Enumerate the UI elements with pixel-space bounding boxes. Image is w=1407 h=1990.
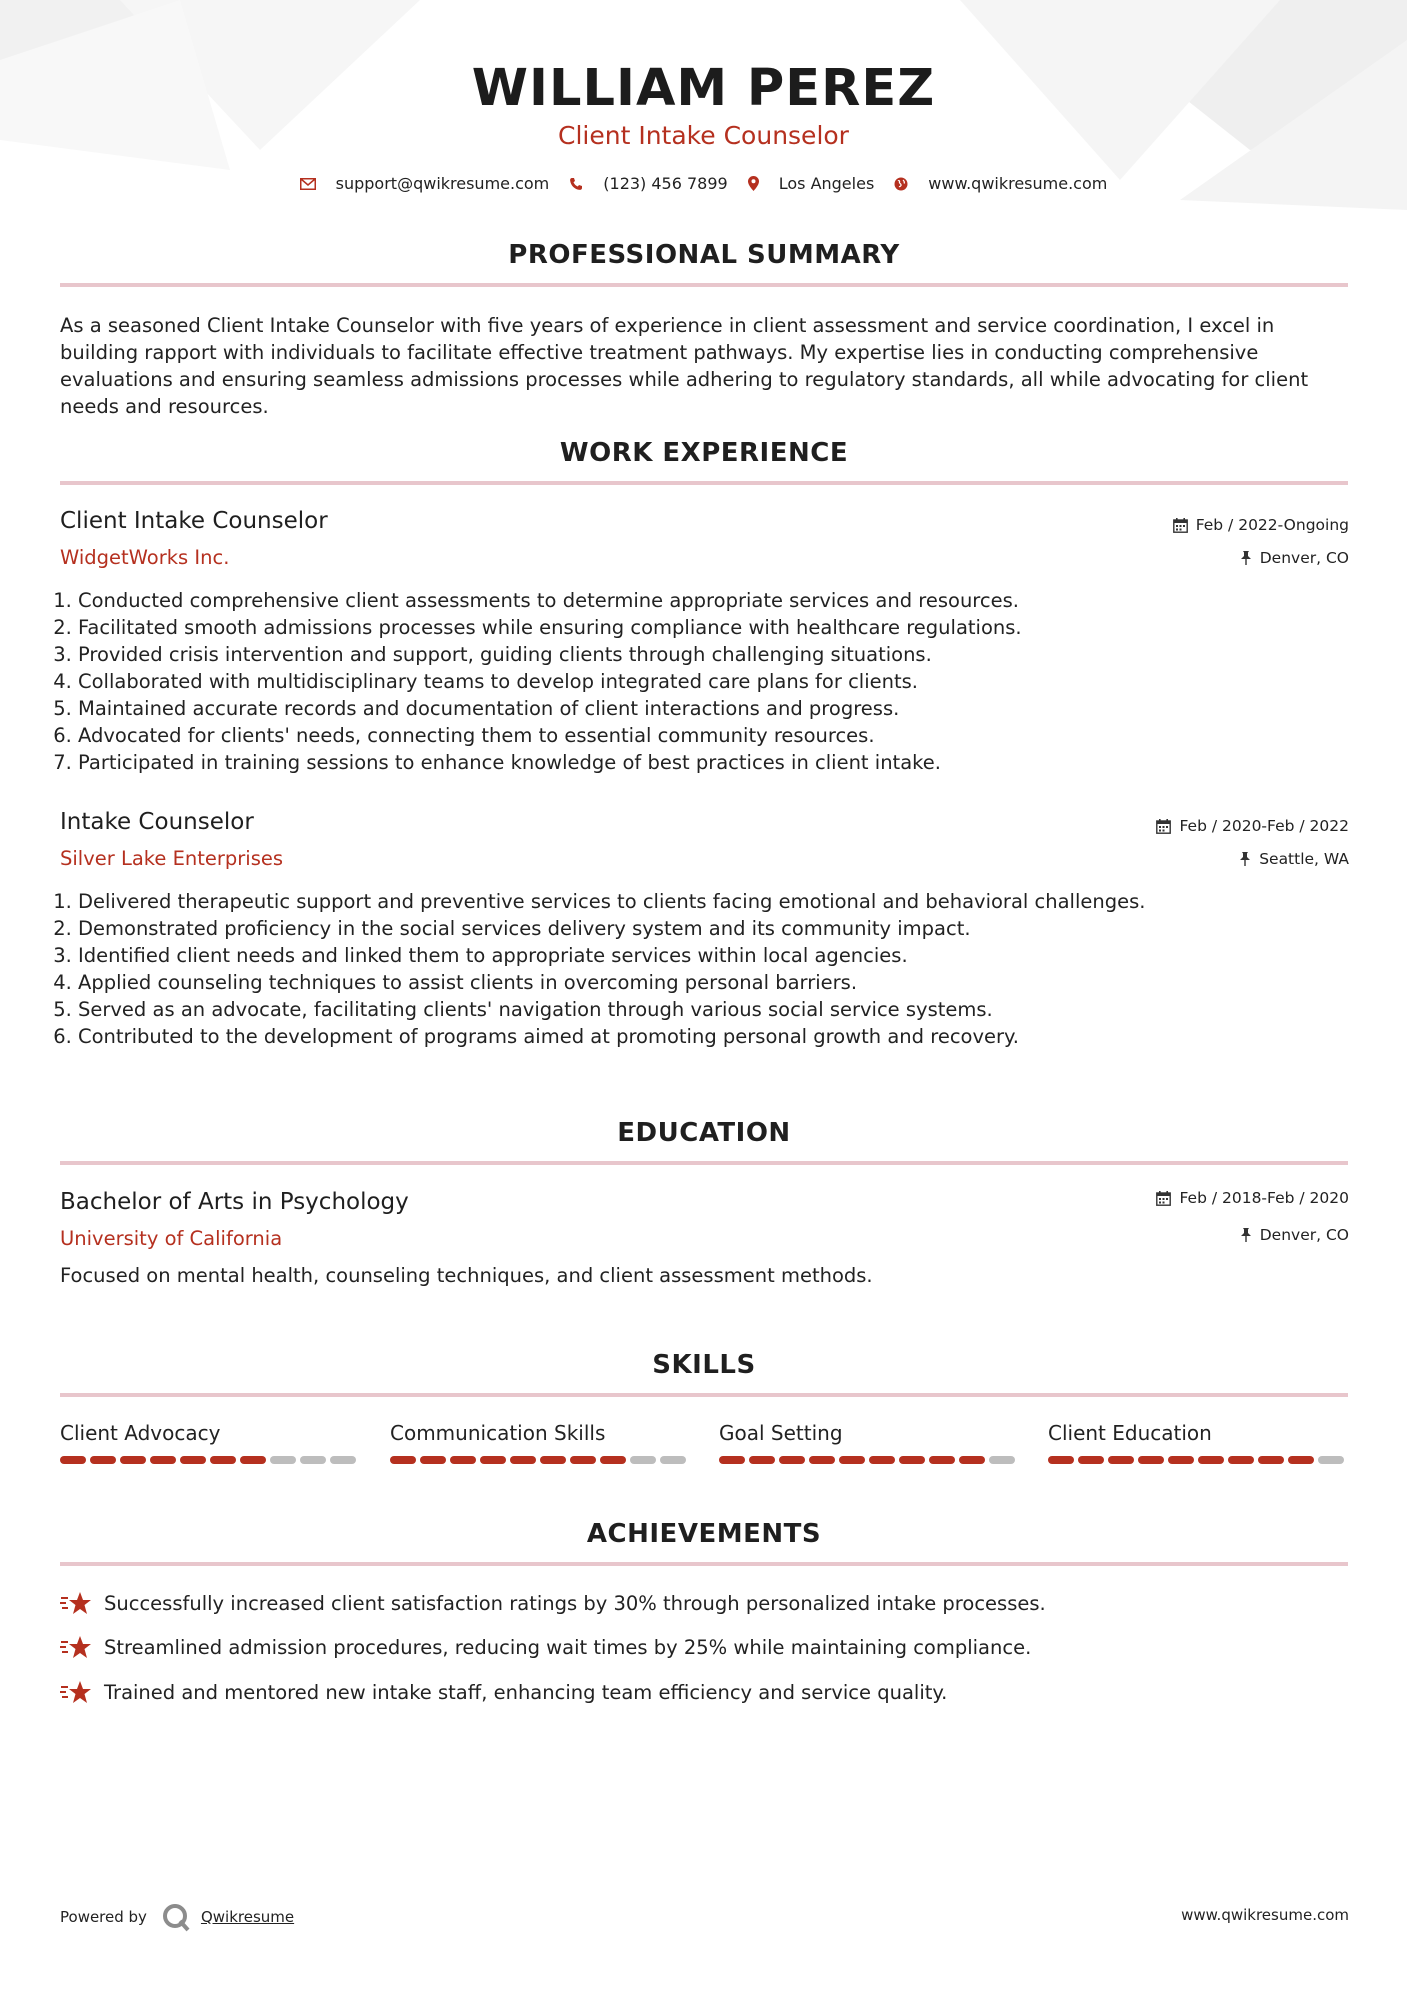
job-location-text: Seattle, WA [1259,850,1349,868]
list-item: 2. Demonstrated proficiency in the social services delivery system and its community impact. [78,915,1348,942]
skill-level-segment [270,1456,296,1464]
job-location [1240,549,1349,567]
contact-website[interactable] [894,174,1107,193]
education-divider [60,1161,1348,1165]
skill-level-segment [390,1456,416,1464]
resume-header [0,58,1407,193]
list-item: 2. Facilitated smooth admissions processes while ensuring compliance with healthcare regulations. [78,614,1348,641]
skill-level-segment [570,1456,596,1464]
job-responsibilities [60,587,1348,776]
skill-level-segment [1108,1456,1134,1464]
skill-level-bar [1048,1456,1348,1464]
qwikresume-link[interactable]: Qwikresume [200,1908,295,1926]
skill-level-segment [210,1456,236,1464]
list-item: 7. Participated in training sessions to enhance knowledge of best practices in client intake. [78,749,1348,776]
job-location-text: Denver, CO [1259,549,1349,567]
skill-level-segment [929,1456,955,1464]
contact-bar [0,174,1407,193]
experience-heading: WORK EXPERIENCE [559,438,849,468]
skill-level-segment [839,1456,865,1464]
skill-level-segment [1288,1456,1314,1464]
skill-level-segment [1198,1456,1224,1464]
qwikresume-logo-icon [161,1902,191,1932]
experience-divider [60,481,1348,485]
skill-level-segment [60,1456,86,1464]
job-dates-text: Feb / 2020-Feb / 2022 [1179,817,1349,835]
job-location [1239,850,1349,868]
skill-item [60,1420,360,1464]
education-location [1240,1226,1349,1244]
list-item: 3. Identified client needs and linked them to appropriate services within local agencies. [78,942,1348,969]
job-title: Client Intake Counselor [60,508,328,534]
candidate-name: WILLIAM PEREZ [471,59,936,118]
company-name: Silver Lake Enterprises [60,847,284,870]
skill-level-segment [540,1456,566,1464]
achievement-text: Successfully increased client satisfaction ratings by 30% through personalized intake processes. [104,1591,1046,1615]
education-dates [1156,1189,1349,1207]
list-item: 4. Collaborated with multidisciplinary teams to develop integrated care plans for clients. [78,668,1348,695]
skill-name: Communication Skills [390,1421,606,1445]
skill-level-bar [390,1456,690,1464]
skill-level-segment [600,1456,626,1464]
skill-level-segment [420,1456,446,1464]
skill-level-bar [60,1456,360,1464]
skill-level-segment [749,1456,775,1464]
achievement-item [60,1590,1046,1616]
skill-level-segment [1168,1456,1194,1464]
summary-text: As a seasoned Client Intake Counselor with five years of experience in client assessment and service coordination, I excel in building rapport with individuals to facilitate effective treatment pathways. My expertise lies in conducting comprehensive evaluations and ensuring seamless admissions processes while adhering to regulatory standards, all while advocating for client needs and resources. [60,314,1309,418]
skill-level-segment [1048,1456,1074,1464]
skill-level-segment [240,1456,266,1464]
skill-level-segment [989,1456,1015,1464]
globe-icon [894,177,908,191]
achievements-heading: ACHIEVEMENTS [586,1519,822,1549]
contact-phone[interactable] [569,174,727,193]
skill-level-segment [1138,1456,1164,1464]
candidate-role: Client Intake Counselor [558,121,849,150]
skill-level-segment [1078,1456,1104,1464]
star-icon [60,1679,104,1705]
achievement-item [60,1679,947,1705]
skill-item [390,1420,690,1464]
skill-name: Client Advocacy [60,1421,221,1445]
skill-item [1048,1420,1348,1464]
list-item: 3. Provided crisis intervention and support, guiding clients through challenging situations. [78,641,1348,668]
job-title: Intake Counselor [60,809,254,835]
contact-location-text: Los Angeles [778,174,875,193]
contact-email-text: support@qwikresume.com [335,174,550,193]
job-dates [1173,516,1349,534]
map-pin-icon [748,176,759,191]
envelope-icon [300,178,316,190]
degree-title: Bachelor of Arts in Psychology [60,1189,409,1215]
list-item: 5. Maintained accurate records and documentation of client interactions and progress. [78,695,1348,722]
list-item: 6. Contributed to the development of programs aimed at promoting personal growth and recovery. [78,1023,1348,1050]
skill-level-segment [1258,1456,1284,1464]
calendar-icon [1156,819,1171,834]
contact-email[interactable] [300,174,550,193]
skills-divider [60,1393,1348,1397]
skill-name: Client Education [1048,1421,1212,1445]
skills-heading: SKILLS [652,1350,756,1380]
job-dates [1156,817,1349,835]
achievement-text: Streamlined admission procedures, reducing wait times by 25% while maintaining compliance. [104,1635,1032,1659]
achievement-item [60,1634,1031,1660]
footer-website[interactable]: www.qwikresume.com [1181,1906,1349,1924]
skill-level-segment [480,1456,506,1464]
calendar-icon [1173,518,1188,533]
star-icon [60,1634,104,1660]
education-heading: EDUCATION [617,1118,791,1148]
contact-phone-text: (123) 456 7899 [603,174,728,193]
list-item: 5. Served as an advocate, facilitating clients' navigation through various social service systems. [78,996,1348,1023]
calendar-icon [1156,1191,1171,1206]
contact-website-text: www.qwikresume.com [928,174,1108,193]
achievement-text: Trained and mentored new intake staff, enhancing team efficiency and service quality. [104,1680,948,1704]
skill-level-segment [330,1456,356,1464]
footer-branding [60,1902,294,1932]
skill-level-segment [90,1456,116,1464]
company-name: WidgetWorks Inc. [60,546,230,569]
education-dates-text: Feb / 2018-Feb / 2020 [1179,1189,1349,1207]
summary-heading: PROFESSIONAL SUMMARY [508,240,900,270]
pushpin-icon [1240,1228,1252,1242]
phone-icon [569,177,583,191]
skill-level-segment [869,1456,895,1464]
skill-level-segment [899,1456,925,1464]
job-dates-text: Feb / 2022-Ongoing [1195,516,1349,534]
summary-divider [60,283,1348,287]
skill-level-segment [779,1456,805,1464]
skill-level-segment [300,1456,326,1464]
skill-name: Goal Setting [719,1421,843,1445]
skill-level-segment [150,1456,176,1464]
education-location-text: Denver, CO [1259,1226,1349,1244]
list-item: 6. Advocated for clients' needs, connecting them to essential community resources. [78,722,1348,749]
skill-level-segment [660,1456,686,1464]
list-item: 1. Conducted comprehensive client assessments to determine appropriate services and resources. [78,587,1348,614]
pushpin-icon [1240,551,1252,565]
achievements-divider [60,1562,1348,1566]
skill-level-segment [450,1456,476,1464]
education-description: Focused on mental health, counseling techniques, and client assessment methods. [60,1264,873,1287]
skill-level-segment [510,1456,536,1464]
contact-location [748,174,875,193]
pushpin-icon [1239,852,1251,866]
list-item: 1. Delivered therapeutic support and preventive services to clients facing emotional and behavioral challenges. [78,888,1348,915]
skill-level-segment [180,1456,206,1464]
skill-level-segment [1318,1456,1344,1464]
skill-level-segment [1228,1456,1254,1464]
skill-level-segment [959,1456,985,1464]
skill-level-segment [630,1456,656,1464]
skill-level-segment [719,1456,745,1464]
skill-level-bar [719,1456,1019,1464]
star-icon [60,1590,104,1616]
powered-by-label: Powered by [60,1908,147,1926]
skill-item [719,1420,1019,1464]
skill-level-segment [120,1456,146,1464]
school-name: University of California [60,1227,283,1250]
list-item: 4. Applied counseling techniques to assist clients in overcoming personal barriers. [78,969,1348,996]
skill-level-segment [809,1456,835,1464]
job-responsibilities [60,888,1348,1050]
